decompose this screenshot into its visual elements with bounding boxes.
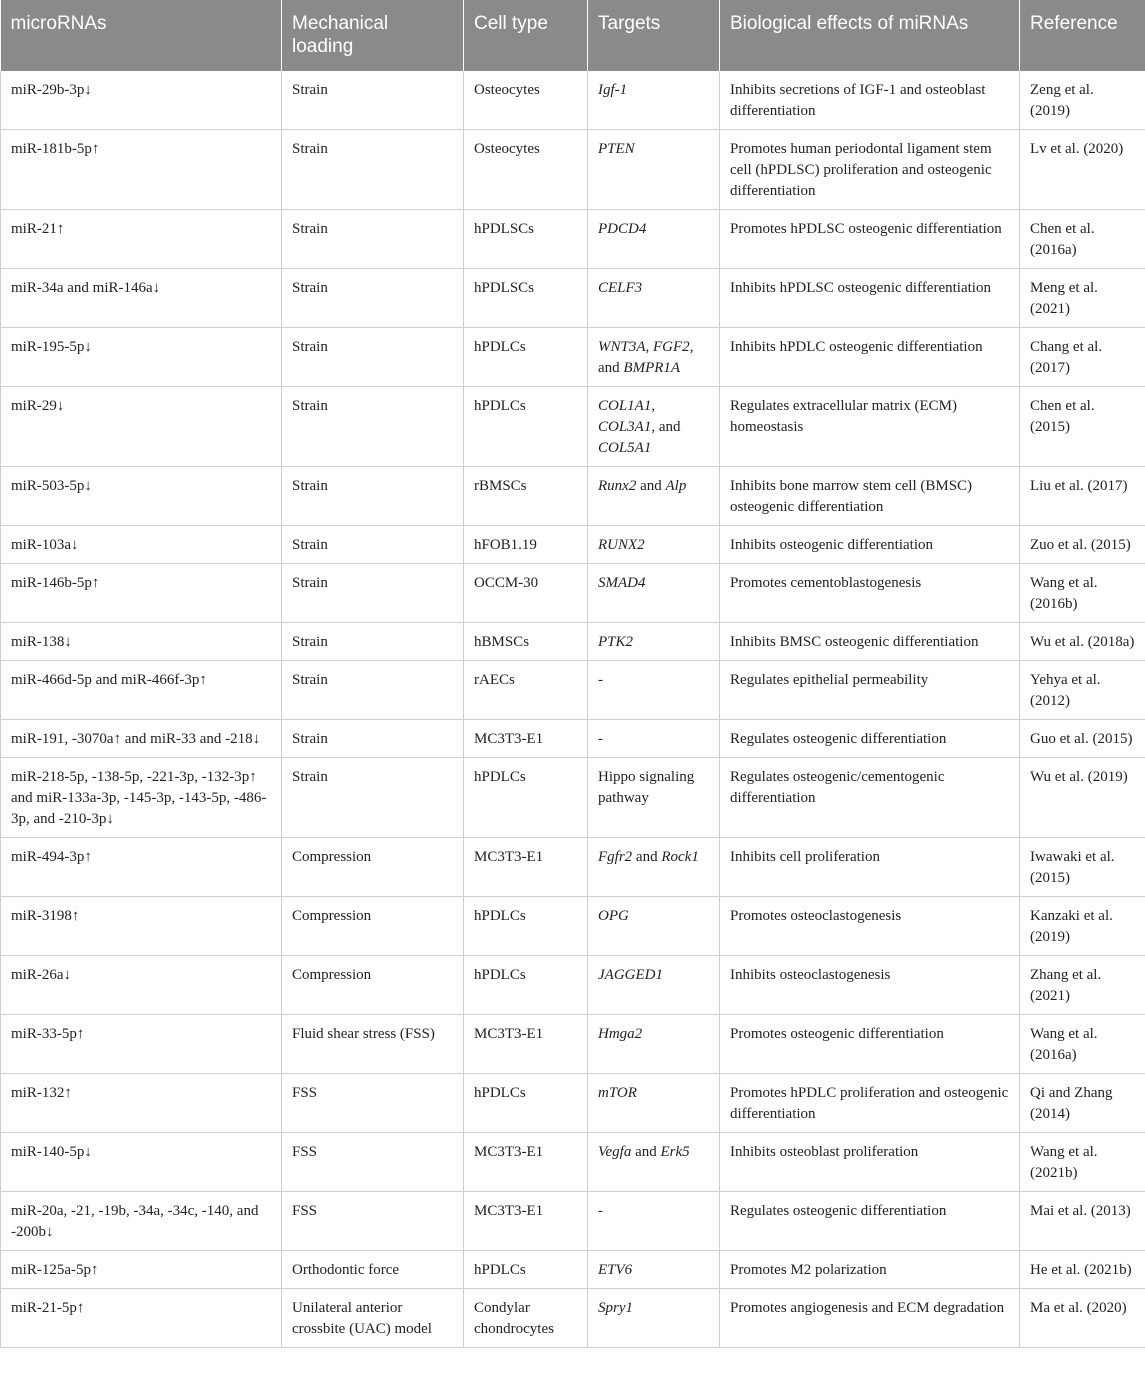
table-body	[1, 71, 1145, 1348]
cell-targets	[588, 564, 720, 623]
table-row	[1, 467, 1145, 526]
target-gene: CELF3	[598, 280, 643, 296]
cell-cell-type: rBMSCs	[464, 467, 588, 526]
target-connector: , and	[598, 339, 694, 376]
cell-mechanical-loading: Compression	[282, 838, 464, 897]
cell-targets	[588, 1074, 720, 1133]
header-row	[1, 0, 1145, 71]
cell-cell-type: hBMSCs	[464, 623, 588, 661]
cell-cell-type: MC3T3-E1	[464, 838, 588, 897]
table-row	[1, 269, 1145, 328]
cell-reference: Liu et al. (2017)	[1020, 467, 1145, 526]
target-gene: PDCD4	[598, 221, 647, 237]
target-gene: WNT3A	[598, 339, 646, 355]
cell-cell-type: hFOB1.19	[464, 526, 588, 564]
cell-microrna: miR-21-5p↑	[1, 1289, 282, 1348]
cell-microrna: miR-503-5p↓	[1, 467, 282, 526]
cell-reference: Wang et al. (2016a)	[1020, 1015, 1145, 1074]
target-connector: and	[631, 1144, 661, 1160]
cell-reference: Wang et al. (2016b)	[1020, 564, 1145, 623]
cell-microrna: miR-33-5p↑	[1, 1015, 282, 1074]
cell-mechanical-loading: Compression	[282, 956, 464, 1015]
cell-microrna: miR-29↓	[1, 387, 282, 467]
table-row	[1, 328, 1145, 387]
table-row	[1, 1133, 1145, 1192]
cell-microrna: miR-29b-3p↓	[1, 71, 282, 130]
cell-reference: Zhang et al. (2021)	[1020, 956, 1145, 1015]
cell-reference: Zeng et al. (2019)	[1020, 71, 1145, 130]
target-none: -	[598, 1203, 603, 1219]
table-row	[1, 387, 1145, 467]
target-gene: Igf-1	[598, 82, 628, 98]
cell-reference: Yehya et al. (2012)	[1020, 661, 1145, 720]
cell-reference: Wang et al. (2021b)	[1020, 1133, 1145, 1192]
cell-targets	[588, 467, 720, 526]
cell-biological-effect: Regulates osteogenic differentiation	[720, 720, 1020, 758]
cell-microrna: miR-191, -3070a↑ and miR-33 and -218↓	[1, 720, 282, 758]
table-row	[1, 1074, 1145, 1133]
cell-microrna: miR-34a and miR-146a↓	[1, 269, 282, 328]
table-row	[1, 526, 1145, 564]
table-row	[1, 956, 1145, 1015]
target-gene: OPG	[598, 908, 629, 924]
cell-cell-type: Osteocytes	[464, 130, 588, 210]
cell-reference: He et al. (2021b)	[1020, 1251, 1145, 1289]
cell-biological-effect: Promotes osteogenic differentiation	[720, 1015, 1020, 1074]
target-gene: Runx2	[598, 478, 637, 494]
cell-mechanical-loading: Strain	[282, 758, 464, 838]
cell-biological-effect: Inhibits hPDLSC osteogenic differentiation	[720, 269, 1020, 328]
cell-cell-type: hPDLCs	[464, 897, 588, 956]
cell-targets	[588, 1289, 720, 1348]
cell-biological-effect: Inhibits secretions of IGF-1 and osteoblast differentiation	[720, 71, 1020, 130]
cell-biological-effect: Promotes cementoblastogenesis	[720, 564, 1020, 623]
cell-cell-type: hPDLCs	[464, 1074, 588, 1133]
cell-targets	[588, 623, 720, 661]
cell-biological-effect: Regulates osteogenic/cementogenic differentiation	[720, 758, 1020, 838]
table-row	[1, 720, 1145, 758]
table-row	[1, 1015, 1145, 1074]
cell-mechanical-loading: Strain	[282, 269, 464, 328]
cell-mechanical-loading: Strain	[282, 467, 464, 526]
cell-biological-effect: Inhibits osteoclastogenesis	[720, 956, 1020, 1015]
cell-microrna: miR-138↓	[1, 623, 282, 661]
cell-biological-effect: Promotes M2 polarization	[720, 1251, 1020, 1289]
cell-biological-effect: Inhibits BMSC osteogenic differentiation	[720, 623, 1020, 661]
cell-targets	[588, 71, 720, 130]
cell-biological-effect: Promotes hPDLC proliferation and osteogenic differentiation	[720, 1074, 1020, 1133]
header-mechanical-loading: Mechanical loading	[282, 0, 464, 71]
cell-biological-effect: Promotes angiogenesis and ECM degradation	[720, 1289, 1020, 1348]
table-row	[1, 71, 1145, 130]
cell-biological-effect: Inhibits osteogenic differentiation	[720, 526, 1020, 564]
cell-reference: Chen et al. (2015)	[1020, 387, 1145, 467]
cell-reference: Zuo et al. (2015)	[1020, 526, 1145, 564]
target-gene: COL1A1	[598, 398, 652, 414]
cell-cell-type: OCCM-30	[464, 564, 588, 623]
cell-biological-effect: Promotes human periodontal ligament stem cell (hPDLSC) proliferation and osteogenic differentiation	[720, 130, 1020, 210]
cell-reference: Ma et al. (2020)	[1020, 1289, 1145, 1348]
target-gene: Vegfa	[598, 1144, 632, 1160]
target-gene: Fgfr2	[598, 849, 633, 865]
cell-cell-type: MC3T3-E1	[464, 1133, 588, 1192]
cell-cell-type: hPDLCs	[464, 758, 588, 838]
cell-reference: Chen et al. (2016a)	[1020, 210, 1145, 269]
cell-mechanical-loading: FSS	[282, 1074, 464, 1133]
table-row	[1, 897, 1145, 956]
cell-biological-effect: Regulates extracellular matrix (ECM) homeostasis	[720, 387, 1020, 467]
cell-biological-effect: Inhibits bone marrow stem cell (BMSC) osteogenic differentiation	[720, 467, 1020, 526]
target-connector: ,	[645, 339, 654, 355]
cell-cell-type: hPDLCs	[464, 956, 588, 1015]
cell-microrna: miR-195-5p↓	[1, 328, 282, 387]
cell-targets	[588, 897, 720, 956]
cell-mechanical-loading: Strain	[282, 564, 464, 623]
target-gene: Alp	[665, 478, 687, 494]
cell-targets	[588, 210, 720, 269]
cell-targets	[588, 1015, 720, 1074]
cell-microrna: miR-21↑	[1, 210, 282, 269]
table-row	[1, 210, 1145, 269]
cell-targets	[588, 269, 720, 328]
cell-mechanical-loading: FSS	[282, 1133, 464, 1192]
cell-mechanical-loading: Strain	[282, 623, 464, 661]
target-gene: SMAD4	[598, 575, 646, 591]
cell-mechanical-loading: Strain	[282, 661, 464, 720]
cell-reference: Wu et al. (2018a)	[1020, 623, 1145, 661]
cell-mechanical-loading: Compression	[282, 897, 464, 956]
cell-biological-effect: Inhibits cell proliferation	[720, 838, 1020, 897]
cell-reference: Mai et al. (2013)	[1020, 1192, 1145, 1251]
cell-targets	[588, 130, 720, 210]
cell-microrna: miR-181b-5p↑	[1, 130, 282, 210]
cell-mechanical-loading: Orthodontic force	[282, 1251, 464, 1289]
cell-reference: Kanzaki et al. (2019)	[1020, 897, 1145, 956]
cell-targets	[588, 720, 720, 758]
cell-biological-effect: Regulates osteogenic differentiation	[720, 1192, 1020, 1251]
target-gene: COL5A1	[598, 440, 652, 456]
cell-biological-effect: Regulates epithelial permeability	[720, 661, 1020, 720]
header-biological-effects: Biological effects of miRNAs	[720, 0, 1020, 71]
cell-microrna: miR-103a↓	[1, 526, 282, 564]
target-gene: Rock1	[661, 849, 699, 865]
cell-microrna: miR-494-3p↑	[1, 838, 282, 897]
target-gene: Hmga2	[598, 1026, 643, 1042]
cell-cell-type: MC3T3-E1	[464, 1015, 588, 1074]
table-row	[1, 1251, 1145, 1289]
cell-cell-type: hPDLCs	[464, 1251, 588, 1289]
target-gene: FGF2	[653, 339, 690, 355]
table-header	[1, 0, 1145, 71]
target-none: -	[598, 731, 603, 747]
cell-reference: Qi and Zhang (2014)	[1020, 1074, 1145, 1133]
cell-cell-type: hPDLSCs	[464, 269, 588, 328]
table-row	[1, 623, 1145, 661]
cell-mechanical-loading: FSS	[282, 1192, 464, 1251]
cell-mechanical-loading: Strain	[282, 526, 464, 564]
cell-microrna: miR-132↑	[1, 1074, 282, 1133]
target-gene: Spry1	[598, 1300, 633, 1316]
cell-mechanical-loading: Fluid shear stress (FSS)	[282, 1015, 464, 1074]
target-gene: JAGGED1	[598, 967, 663, 983]
cell-microrna: miR-146b-5p↑	[1, 564, 282, 623]
cell-mechanical-loading: Strain	[282, 210, 464, 269]
cell-mechanical-loading: Strain	[282, 720, 464, 758]
cell-mechanical-loading: Strain	[282, 328, 464, 387]
table-row	[1, 1289, 1145, 1348]
target-gene: PTK2	[598, 634, 634, 650]
cell-targets	[588, 1133, 720, 1192]
cell-mechanical-loading: Strain	[282, 387, 464, 467]
cell-cell-type: hPDLSCs	[464, 210, 588, 269]
table-row	[1, 564, 1145, 623]
cell-cell-type: Condylar chondrocytes	[464, 1289, 588, 1348]
cell-cell-type: Osteocytes	[464, 71, 588, 130]
cell-reference: Guo et al. (2015)	[1020, 720, 1145, 758]
cell-reference: Lv et al. (2020)	[1020, 130, 1145, 210]
target-gene: RUNX2	[598, 537, 645, 553]
table-row	[1, 758, 1145, 838]
cell-reference: Meng et al. (2021)	[1020, 269, 1145, 328]
cell-microrna: miR-140-5p↓	[1, 1133, 282, 1192]
header-cell-type: Cell type	[464, 0, 588, 71]
cell-mechanical-loading: Strain	[282, 71, 464, 130]
cell-biological-effect: Promotes osteoclastogenesis	[720, 897, 1020, 956]
cell-microrna: miR-26a↓	[1, 956, 282, 1015]
cell-microrna: miR-466d-5p and miR-466f-3p↑	[1, 661, 282, 720]
target-connector: and	[632, 849, 662, 865]
cell-reference: Wu et al. (2019)	[1020, 758, 1145, 838]
cell-mechanical-loading: Unilateral anterior crossbite (UAC) model	[282, 1289, 464, 1348]
table-row	[1, 130, 1145, 210]
cell-targets	[588, 387, 720, 467]
target-gene: Erk5	[660, 1144, 690, 1160]
table-row	[1, 661, 1145, 720]
cell-targets	[588, 526, 720, 564]
cell-targets	[588, 1192, 720, 1251]
cell-targets	[588, 328, 720, 387]
cell-biological-effect: Promotes hPDLSC osteogenic differentiation	[720, 210, 1020, 269]
target-none: -	[598, 672, 603, 688]
cell-biological-effect: Inhibits osteoblast proliferation	[720, 1133, 1020, 1192]
target-gene: BMPR1A	[623, 360, 681, 376]
cell-mechanical-loading: Strain	[282, 130, 464, 210]
table-row	[1, 838, 1145, 897]
cell-cell-type: MC3T3-E1	[464, 720, 588, 758]
cell-microrna: miR-125a-5p↑	[1, 1251, 282, 1289]
target-pathway: Hippo signaling pathway	[598, 769, 695, 806]
cell-targets	[588, 758, 720, 838]
target-connector: ,	[651, 398, 656, 414]
cell-microrna: miR-20a, -21, -19b, -34a, -34c, -140, and -200b↓	[1, 1192, 282, 1251]
header-reference: Reference	[1020, 0, 1145, 71]
header-targets: Targets	[588, 0, 720, 71]
target-connector: , and	[651, 419, 681, 435]
target-gene: mTOR	[598, 1085, 637, 1101]
cell-reference: Chang et al. (2017)	[1020, 328, 1145, 387]
target-gene: ETV6	[598, 1262, 633, 1278]
cell-targets	[588, 838, 720, 897]
target-gene: COL3A1	[598, 419, 652, 435]
cell-microrna: miR-3198↑	[1, 897, 282, 956]
cell-cell-type: MC3T3-E1	[464, 1192, 588, 1251]
table-row	[1, 1192, 1145, 1251]
cell-targets	[588, 956, 720, 1015]
cell-reference: Iwawaki et al. (2015)	[1020, 838, 1145, 897]
cell-microrna: miR-218-5p, -138-5p, -221-3p, -132-3p↑ and miR-133a-3p, -145-3p, -143-5p, -486-3p, and -210-3p↓	[1, 758, 282, 838]
target-gene: PTEN	[598, 141, 635, 157]
cell-targets	[588, 661, 720, 720]
cell-cell-type: hPDLCs	[464, 387, 588, 467]
header-microrna: microRNAs	[1, 0, 282, 71]
cell-cell-type: hPDLCs	[464, 328, 588, 387]
cell-targets	[588, 1251, 720, 1289]
cell-biological-effect: Inhibits hPDLC osteogenic differentiation	[720, 328, 1020, 387]
cell-cell-type: rAECs	[464, 661, 588, 720]
target-connector: and	[636, 478, 666, 494]
